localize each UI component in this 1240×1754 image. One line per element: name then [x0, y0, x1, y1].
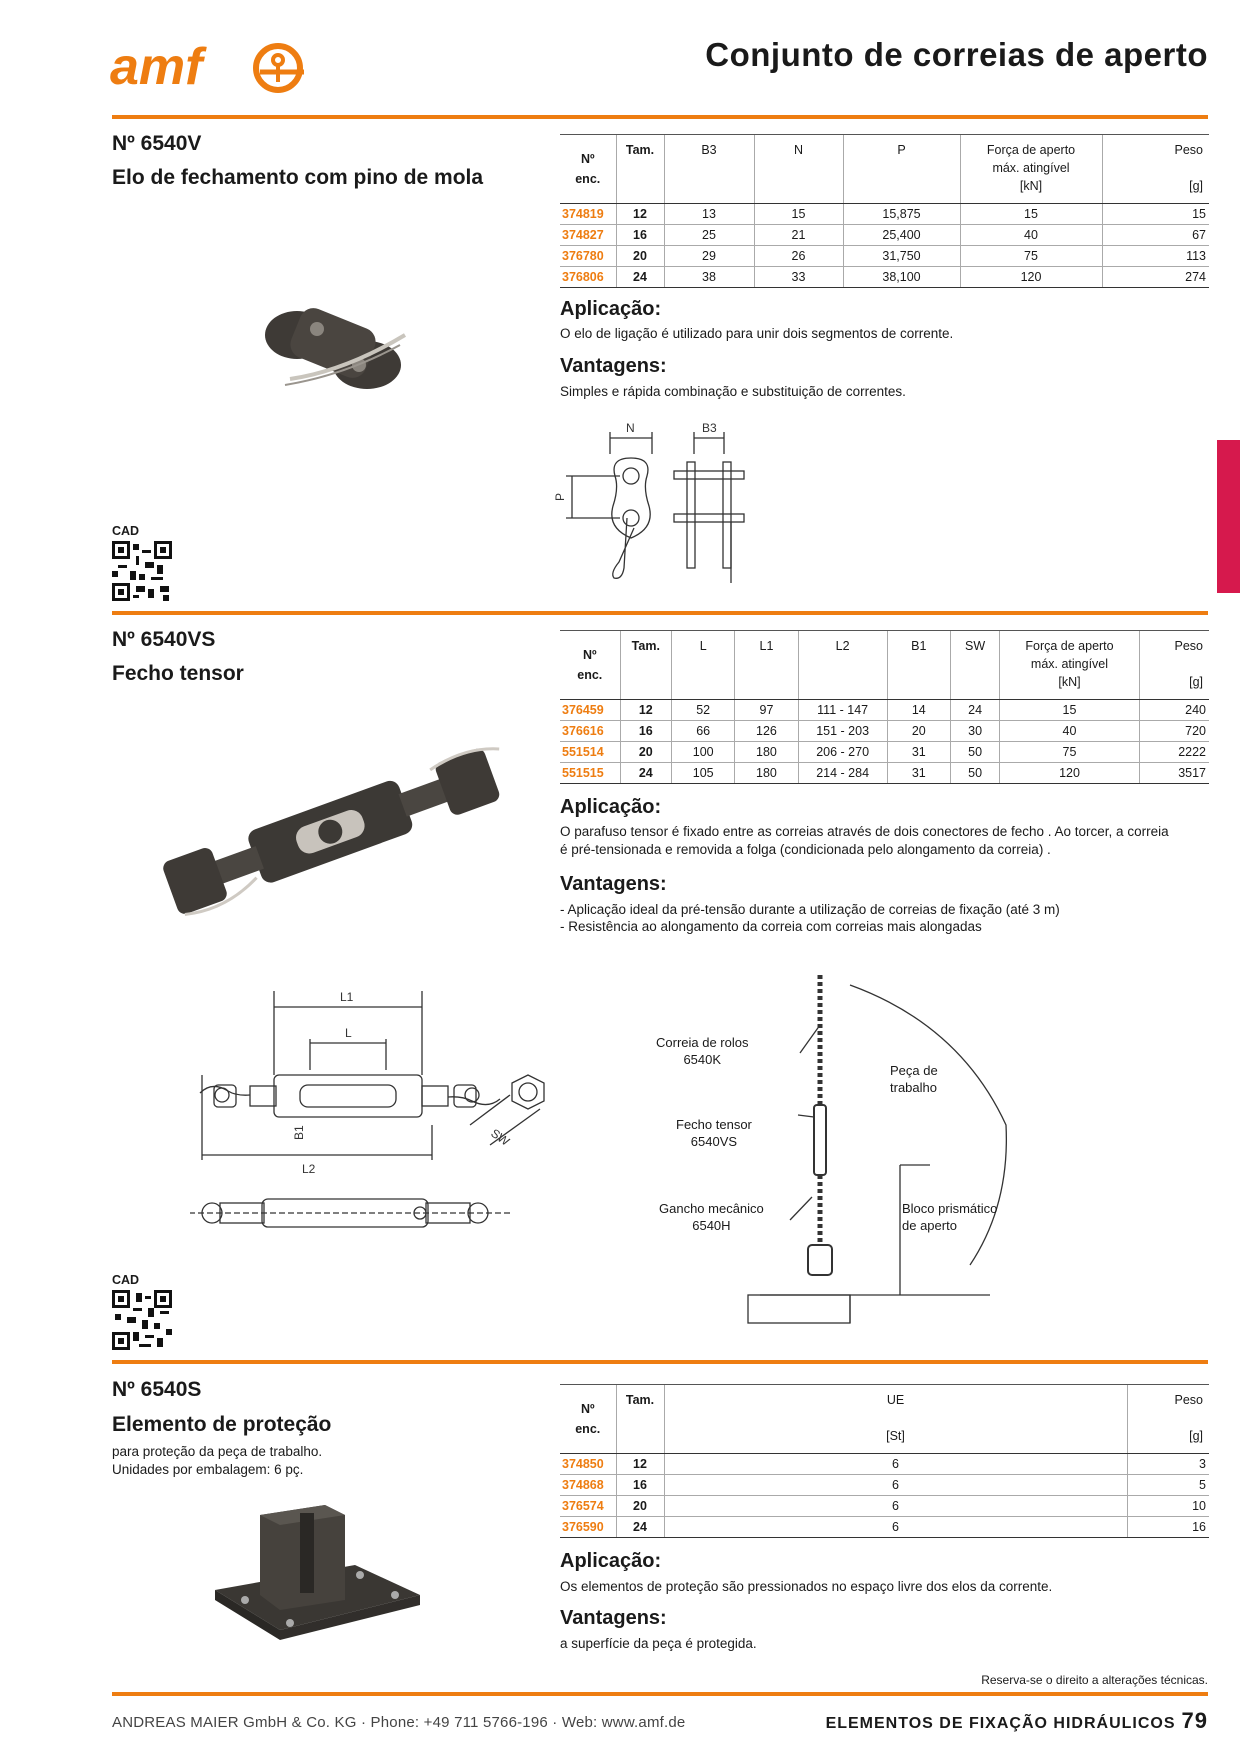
order-number[interactable]: 376806 — [560, 267, 616, 288]
aplicacao-text: O parafuso tensor é fixado entre as correias através de dois conectores de fecho . Ao torcer, a correia é pré-tensionada e removida a folga (condicionada pelo alongamento da correia) . — [560, 824, 1169, 857]
col-header-nr: Nº enc. — [560, 631, 620, 700]
dim-label-l1: L1 — [340, 990, 354, 1004]
order-number[interactable]: 376616 — [560, 721, 620, 742]
cell: 6 — [664, 1454, 1127, 1475]
cell: 180 — [735, 763, 798, 784]
section-number: Nº 6540VS — [112, 628, 216, 651]
section-divider — [112, 1360, 1208, 1364]
cell: 16 — [616, 1475, 664, 1496]
col-header-forca: Força de aperto máx. atingível [kN] — [960, 135, 1102, 204]
cell: 16 — [1127, 1517, 1209, 1538]
cell: 12 — [616, 204, 664, 225]
cell: 100 — [672, 742, 735, 763]
col-header-peso: Peso [g] — [1139, 631, 1209, 700]
cad-label: CAD — [112, 524, 140, 538]
vantagens-heading: Vantagens: — [560, 355, 667, 377]
col-header-l1: L1 — [735, 631, 798, 700]
diagram-label-line: trabalho — [890, 1080, 937, 1095]
dim-label-p: P — [553, 492, 567, 501]
col-header-forca: Força de aperto máx. atingível [kN] — [1000, 631, 1139, 700]
section-name: Fecho tensor — [112, 662, 244, 685]
cell: 75 — [960, 246, 1102, 267]
diagram-label-line: 6540VS — [690, 1134, 738, 1149]
table-row — [560, 1454, 1209, 1475]
col-header-peso: Peso [g] — [1127, 1385, 1209, 1454]
cell: 180 — [735, 742, 798, 763]
cell: 151 - 203 — [798, 721, 887, 742]
cell: 24 — [950, 700, 999, 721]
table-row — [560, 204, 1209, 225]
cell: 5 — [1127, 1475, 1209, 1496]
cell: 105 — [672, 763, 735, 784]
cell: 33 — [754, 267, 843, 288]
table-row — [560, 742, 1209, 763]
aplicacao-heading: Aplicação: — [560, 1550, 662, 1572]
page-title: Conjunto de correias de aperto — [705, 36, 1208, 73]
cell: 31 — [887, 763, 950, 784]
logo-text: amf — [110, 38, 203, 96]
cell: 113 — [1102, 246, 1209, 267]
order-number[interactable]: 376574 — [560, 1496, 616, 1517]
aplicacao-text: O elo de ligação é utilizado para unir dois segmentos de corrente. — [560, 326, 954, 341]
cell: 3 — [1127, 1454, 1209, 1475]
vantagens-text: Simples e rápida combinação e substituição de correntes. — [560, 384, 906, 399]
cell: 12 — [620, 700, 671, 721]
cell: 29 — [664, 246, 754, 267]
cell: 126 — [735, 721, 798, 742]
table-row — [560, 721, 1209, 742]
dim-label-l2: L2 — [302, 1162, 316, 1176]
cell: 24 — [620, 763, 671, 784]
diagram-label-line: 6540H — [692, 1218, 731, 1233]
cell: 3517 — [1139, 763, 1209, 784]
cell: 6 — [664, 1517, 1127, 1538]
page-number: 79 — [1181, 1708, 1208, 1733]
aplicacao-heading: Aplicação: — [560, 298, 662, 320]
cell: 2222 — [1139, 742, 1209, 763]
order-number[interactable]: 374850 — [560, 1454, 616, 1475]
section-description: para proteção da peça de trabalho. — [112, 1444, 323, 1459]
col-header-b1: B1 — [887, 631, 950, 700]
order-number[interactable]: 374827 — [560, 225, 616, 246]
cell: 120 — [960, 267, 1102, 288]
dim-label-sw: SW — [488, 1125, 513, 1149]
aplicacao-heading: Aplicação: — [560, 796, 662, 818]
col-header-tam: Tam. — [620, 631, 671, 700]
diagram-label-line: Gancho mecânico — [659, 1201, 764, 1216]
table-row — [560, 1517, 1209, 1538]
footer-divider — [112, 1692, 1208, 1696]
col-header-l2: L2 — [798, 631, 887, 700]
cell: 21 — [754, 225, 843, 246]
cell: 13 — [664, 204, 754, 225]
diagram-label-line: de aperto — [902, 1218, 957, 1233]
roller-chain — [808, 975, 832, 1275]
cell: 15 — [754, 204, 843, 225]
order-number[interactable]: 374819 — [560, 204, 616, 225]
order-number[interactable]: 551515 — [560, 763, 620, 784]
col-header-nr: Nº enc. — [560, 135, 616, 204]
technical-drawing-turnbuckle — [190, 985, 590, 1245]
col-header-ue: UE [St] — [664, 1385, 1127, 1454]
col-header-tam: Tam. — [616, 135, 664, 204]
col-header-l: L — [672, 631, 735, 700]
footer-category-text: ELEMENTOS DE FIXAÇÃO HIDRÁULICOS — [825, 1715, 1176, 1732]
cell: 240 — [1139, 700, 1209, 721]
technical-drawing-closing-link — [550, 418, 780, 598]
cell: 6 — [664, 1496, 1127, 1517]
cell: 26 — [754, 246, 843, 267]
cell: 20 — [616, 1496, 664, 1517]
cell: 20 — [616, 246, 664, 267]
application-diagram — [740, 965, 1020, 1325]
cell: 214 - 284 — [798, 763, 887, 784]
product-photo-protection-element — [205, 1495, 430, 1645]
diagram-label-line: Bloco prismático — [902, 1201, 998, 1216]
order-number[interactable]: 374868 — [560, 1475, 616, 1496]
cell: 31,750 — [843, 246, 960, 267]
section-description: Unidades por embalagem: 6 pç. — [112, 1462, 304, 1477]
cell: 24 — [616, 1517, 664, 1538]
cell: 40 — [1000, 721, 1139, 742]
cell: 274 — [1102, 267, 1209, 288]
amf-logo — [110, 38, 306, 96]
cell: 75 — [1000, 742, 1139, 763]
order-number[interactable]: 376780 — [560, 246, 616, 267]
cell: 52 — [672, 700, 735, 721]
disclaimer: Reserva-se o direito a alterações técnicas. — [981, 1673, 1208, 1687]
cell: 15,875 — [843, 204, 960, 225]
cell: 50 — [950, 742, 999, 763]
dim-label-b3: B3 — [702, 421, 717, 435]
diagram-label-line: Peça de — [890, 1063, 938, 1078]
col-header-nr: Nº enc. — [560, 1385, 616, 1454]
diagram-label — [902, 1200, 997, 1234]
cell: 111 - 147 — [798, 700, 887, 721]
qr-code-icon[interactable] — [112, 541, 172, 601]
cell: 31 — [887, 742, 950, 763]
cell: 67 — [1102, 225, 1209, 246]
product-table — [560, 630, 1209, 784]
table-row — [560, 1475, 1209, 1496]
cell: 720 — [1139, 721, 1209, 742]
cell: 15 — [1102, 204, 1209, 225]
cell: 206 - 270 — [798, 742, 887, 763]
section-name: Elo de fechamento com pino de mola — [112, 166, 484, 189]
table-row — [560, 763, 1209, 784]
cell: 38,100 — [843, 267, 960, 288]
order-number[interactable]: 376459 — [560, 700, 620, 721]
footer-category — [826, 1708, 1208, 1734]
product-table — [560, 134, 1209, 288]
cell: 16 — [616, 225, 664, 246]
order-number[interactable]: 376590 — [560, 1517, 616, 1538]
cell: 15 — [1000, 700, 1139, 721]
vantagens-line: - Aplicação ideal da pré-tensão durante a utilização de correias de fixação (até 3 m) — [560, 902, 1060, 917]
cell: 30 — [950, 721, 999, 742]
diagram-label — [659, 1200, 764, 1234]
order-number[interactable]: 551514 — [560, 742, 620, 763]
cell: 15 — [960, 204, 1102, 225]
dim-label-n: N — [626, 421, 635, 435]
aplicacao-text: Os elementos de proteção são pressionados no espaço livre dos elos da corrente. — [560, 1579, 1053, 1594]
cell: 120 — [1000, 763, 1139, 784]
cell: 66 — [672, 721, 735, 742]
cell: 14 — [887, 700, 950, 721]
diagram-label — [676, 1116, 752, 1150]
section-number: Nº 6540V — [112, 132, 202, 155]
diagram-label-line: Correia de rolos — [656, 1035, 749, 1050]
vantagens-heading: Vantagens: — [560, 873, 667, 895]
col-header-b3: B3 — [664, 135, 754, 204]
section-divider — [112, 611, 1208, 615]
cell: 16 — [620, 721, 671, 742]
cell: 20 — [620, 742, 671, 763]
vantagens-heading: Vantagens: — [560, 1607, 667, 1629]
product-table — [560, 1384, 1209, 1538]
dim-label-l: L — [345, 1026, 352, 1040]
cell: 50 — [950, 763, 999, 784]
diagram-label-line: Fecho tensor — [676, 1117, 752, 1132]
table-row — [560, 267, 1209, 288]
cell: 24 — [616, 267, 664, 288]
col-header-peso: Peso [g] — [1102, 135, 1209, 204]
vantagens-line: - Resistência ao alongamento da correia com correias mais alongadas — [560, 919, 982, 934]
cell: 40 — [960, 225, 1102, 246]
cell: 6 — [664, 1475, 1127, 1496]
col-header-tam: Tam. — [616, 1385, 664, 1454]
cad-label: CAD — [112, 1273, 140, 1287]
col-header-n: N — [754, 135, 843, 204]
cell: 10 — [1127, 1496, 1209, 1517]
diagram-label-line: 6540K — [683, 1052, 722, 1067]
diagram-label — [890, 1062, 938, 1096]
table-row — [560, 700, 1209, 721]
cell: 38 — [664, 267, 754, 288]
cell: 25 — [664, 225, 754, 246]
header-divider — [112, 115, 1208, 119]
qr-code-icon[interactable] — [112, 1290, 172, 1350]
section-name: Elemento de proteção — [112, 1413, 332, 1436]
footer-company: ANDREAS MAIER GmbH & Co. KG · Phone: +49 711 5766-196 · Web: www.amf.de — [112, 1714, 686, 1731]
section-number: Nº 6540S — [112, 1378, 202, 1401]
cell: 12 — [616, 1454, 664, 1475]
diagram-label — [656, 1034, 749, 1068]
col-header-p: P — [843, 135, 960, 204]
product-photo-closing-link — [255, 295, 415, 405]
cell: 97 — [735, 700, 798, 721]
dim-label-b1: B1 — [292, 1125, 306, 1140]
product-photo-turnbuckle — [145, 740, 525, 920]
table-row — [560, 246, 1209, 267]
cell: 20 — [887, 721, 950, 742]
chapter-tab — [1217, 440, 1240, 593]
vantagens-text: a superfície da peça é protegida. — [560, 1636, 757, 1651]
table-row — [560, 225, 1209, 246]
table-row — [560, 1496, 1209, 1517]
col-header-sw: SW — [950, 631, 999, 700]
cell: 25,400 — [843, 225, 960, 246]
